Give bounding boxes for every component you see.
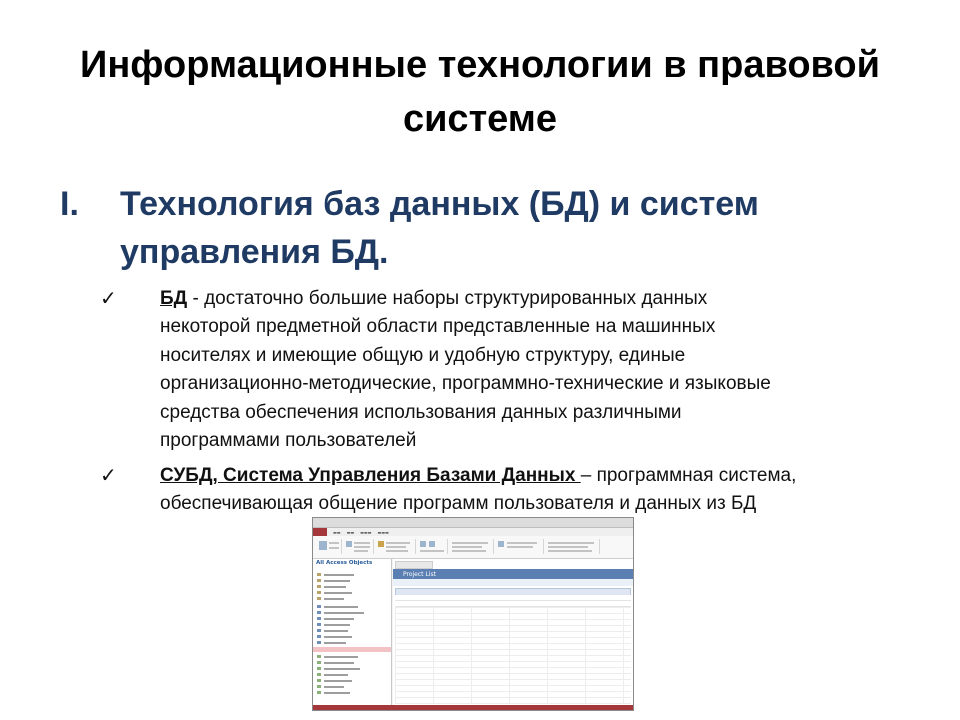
bullet-text: – программная система,	[580, 465, 797, 486]
bullet-line: организационно-методические, программно-технические и языковые	[160, 373, 771, 395]
bullet-term: БД	[160, 288, 188, 309]
bullet-body	[160, 462, 900, 519]
access-screenshot	[312, 517, 634, 711]
slide-title	[40, 38, 920, 146]
section-text	[120, 180, 910, 276]
slide-title-line-2: системе	[402, 98, 558, 140]
bullet-line: некоторой предметной области представленные на машинных	[160, 316, 716, 338]
screenshot-banner	[393, 569, 633, 579]
checkmark-icon: ✓	[100, 465, 117, 487]
screenshot-nav-header: All Access Objects	[316, 560, 373, 566]
screenshot-navigation-pane	[313, 559, 392, 710]
bullet-text: - достаточно большие наборы структурированных данных	[187, 288, 708, 309]
bullet-line	[160, 462, 900, 490]
bullet-term: СУБД, Система Управления Базами Данных	[160, 465, 581, 486]
slide-title-line-1: Информационные технологии в правовой	[80, 44, 880, 86]
screenshot-ribbon	[313, 536, 633, 559]
screenshot-file-tab	[313, 528, 327, 536]
bullet-line	[160, 285, 900, 313]
bullet-line: обеспечивающая общение программ пользователя и данных из БД	[160, 493, 757, 515]
checkmark-icon: ✓	[100, 288, 117, 310]
screenshot-main-area	[393, 559, 633, 710]
screenshot-banner-title: Project List	[403, 571, 436, 578]
bullet-body	[160, 285, 900, 455]
section-line-2: управления БД.	[120, 233, 389, 271]
screenshot-ribbon-tabs: ▬▬ ▬▬ ▬▬▬ ▬▬▬	[313, 528, 633, 536]
bullet-line: программами пользователей	[160, 430, 417, 452]
screenshot-table-grid	[395, 607, 631, 704]
bullet-line: носителях и имеющие общую и удобную структуру, единые	[160, 344, 686, 366]
section-number: I.	[60, 185, 79, 223]
screenshot-titlebar	[313, 518, 633, 528]
screenshot-statusbar	[313, 705, 633, 710]
bullet-line: средства обеспечения использования данных различными	[160, 401, 682, 423]
section-line-1: Технология баз данных (БД) и систем	[120, 185, 759, 223]
